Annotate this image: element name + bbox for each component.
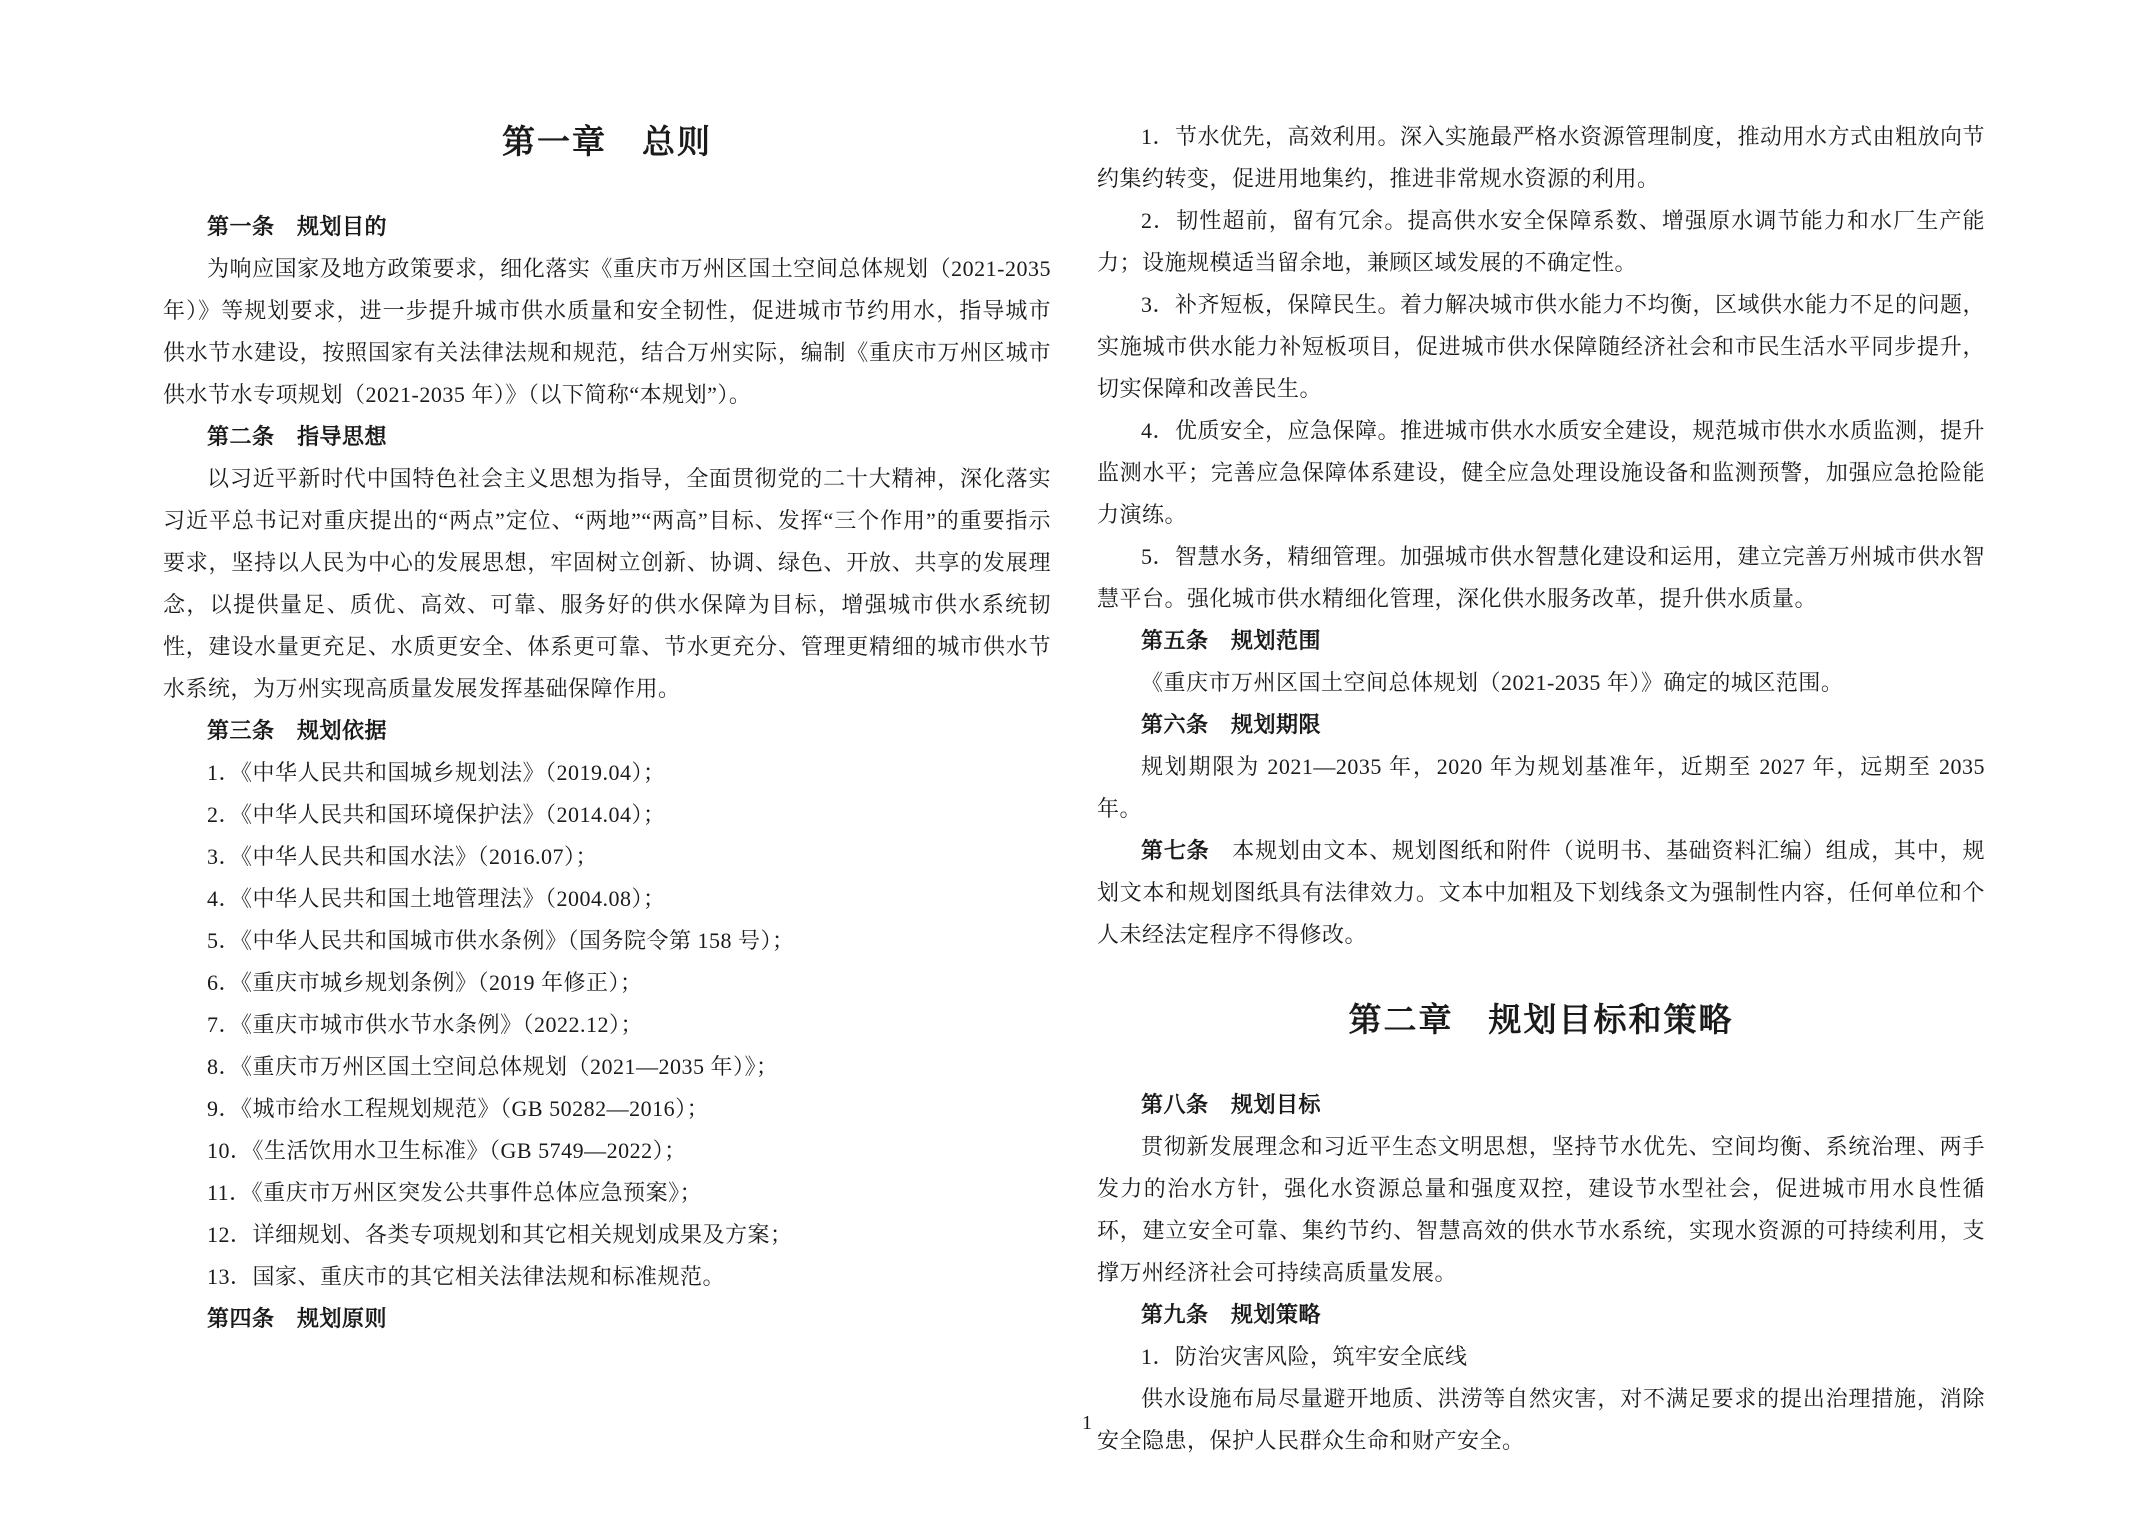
right-column <box>1097 116 1985 1462</box>
chapter-title: 第一章 总则 <box>502 123 712 160</box>
list-item: 4．《中华人民共和国土地管理法》（2004.08）； <box>207 886 666 911</box>
paragraph: 《重庆市万州区国土空间总体规划（2021-2035 年）》确定的城区范围。 <box>1141 670 1844 695</box>
paragraph: 为响应国家及地方政策要求，细化落实《重庆市万州区国土空间总体规划（2021-2035 年）》等规划要求，进一步提升城市供水质量和安全韧性，促进城市节约用水，指导城市供水节水建设，按照国家有关法律法规和规范，结合万州实际，编制《重庆市万州区城市供水节水专项规划（2021-2035 年）》（以下简称“本规划”）。 <box>163 256 1051 407</box>
paragraph: 3．补齐短板，保障民生。着力解决城市供水能力不均衡，区域供水能力不足的问题，实施城市供水能力补短板项目，促进城市供水保障随经济社会和市民生活水平同步提升，切实保障和改善民生。 <box>1097 292 1986 401</box>
list-item: 11．《重庆市万州区突发公共事件总体应急预案》； <box>207 1180 703 1205</box>
paragraph: 供水设施布局尽量避开地质、洪涝等自然灾害，对不满足要求的提出治理措施，消除安全隐患，保护人民群众生命和财产安全。 <box>1097 1386 1985 1453</box>
list-item: 8．《重庆市万州区国土空间总体规划（2021—2035 年）》； <box>207 1054 779 1079</box>
list-item: 7．《重庆市城市供水节水条例》（2022.12）； <box>207 1012 644 1037</box>
section-heading: 第五条 规划范围 <box>1141 628 1322 653</box>
paragraph: 规划期限为 2021—2035 年，2020 年为规划基准年，近期至 2027 年，远期至 2035 年。 <box>1097 754 1985 821</box>
section-heading: 第八条 规划目标 <box>1141 1092 1322 1117</box>
chapter-title: 第二章 规划目标和策略 <box>1348 1001 1734 1038</box>
paragraph: 2．韧性超前，留有冗余。提高供水安全保障系数、增强原水调节能力和水厂生产能力；设施规模适当留余地，兼顾区域发展的不确定性。 <box>1097 208 1985 275</box>
list-item: 2．《中华人民共和国环境保护法》（2014.04）； <box>207 802 666 827</box>
paragraph: 以习近平新时代中国特色社会主义思想为指导，全面贯彻党的二十大精神，深化落实习近平总书记对重庆提出的“两点”定位、“两地”“两高”目标、发挥“三个作用”的重要指示要求，坚持以人民为中心的发展思想，牢固树立创新、协调、绿色、开放、共享的发展理念，以提供量足、质优、高效、可靠、服务好的供水保障为目标，增强城市供水系统韧性，建设水量更充足、水质更安全、体系更可靠、节水更充分、管理更精细的城市供水节水系统，为万州实现高质量发展发挥基础保障作用。 <box>163 466 1051 701</box>
section-heading: 第二条 指导思想 <box>207 424 388 449</box>
list-item: 6．《重庆市城乡规划条例》（2019 年修正）； <box>207 970 643 995</box>
list-item: 10．《生活饮用水卫生标准》（GB 5749—2022）； <box>207 1138 687 1163</box>
paragraph: 1．节水优先，高效利用。深入实施最严格水资源管理制度，推动用水方式由粗放向节约集约转变，促进用地集约，推进非常规水资源的利用。 <box>1097 124 1986 191</box>
list-item: 3．《中华人民共和国水法》（2016.07）； <box>207 844 599 869</box>
section-heading: 第四条 规划原则 <box>207 1306 388 1331</box>
paragraph: 4．优质安全，应急保障。推进城市供水水质安全建设，规范城市供水水质监测，提升监测水平；完善应急保障体系建设，健全应急处理设施设备和监测预警，加强应急抢险能力演练。 <box>1097 418 1986 527</box>
section-heading: 第一条 规划目的 <box>207 214 388 239</box>
paragraph: 5．智慧水务，精细管理。加强城市供水智慧化建设和运用，建立完善万州城市供水智慧平台。强化城市供水精细化管理，深化供水服务改革，提升供水质量。 <box>1097 544 1986 611</box>
list-item: 9．《城市给水工程规划规范》（GB 50282—2016）； <box>207 1096 710 1121</box>
list-item: 1．《中华人民共和国城乡规划法》（2019.04）； <box>207 760 666 785</box>
paragraph: 1．防治灾害风险，筑牢安全底线 <box>1141 1344 1468 1369</box>
section-heading: 第九条 规划策略 <box>1141 1302 1322 1327</box>
section-heading: 第三条 规划依据 <box>207 718 388 743</box>
paragraph: 贯彻新发展理念和习近平生态文明思想，坚持节水优先、空间均衡、系统治理、两手发力的治水方针，强化水资源总量和强度双控，建设节水型社会，促进城市用水良性循环，建立安全可靠、集约节约、智慧高效的供水节水系统，实现水资源的可持续利用，支撑万州经济社会可持续高质量发展。 <box>1097 1134 1985 1285</box>
section-heading: 第六条 规划期限 <box>1141 712 1322 737</box>
list-item: 13．国家、重庆市的其它相关法律法规和标准规范。 <box>207 1264 726 1289</box>
list-item: 12．详细规划、各类专项规划和其它相关规划成果及方案； <box>207 1222 793 1247</box>
bold-lead: 第七条 <box>1141 838 1233 863</box>
left-column <box>163 116 1051 1340</box>
list-item: 5．《中华人民共和国城市供水条例》（国务院令第 158 号）； <box>207 928 795 953</box>
page-number: 1 <box>1082 1412 1092 1434</box>
paragraph: 第七条 本规划由文本、规划图纸和附件（说明书、基础资料汇编）组成，其中，规划文本和规划图纸具有法律效力。文本中加粗及下划线条文为强制性内容，任何单位和个人未经法定程序不得修改。 <box>1097 838 1985 947</box>
